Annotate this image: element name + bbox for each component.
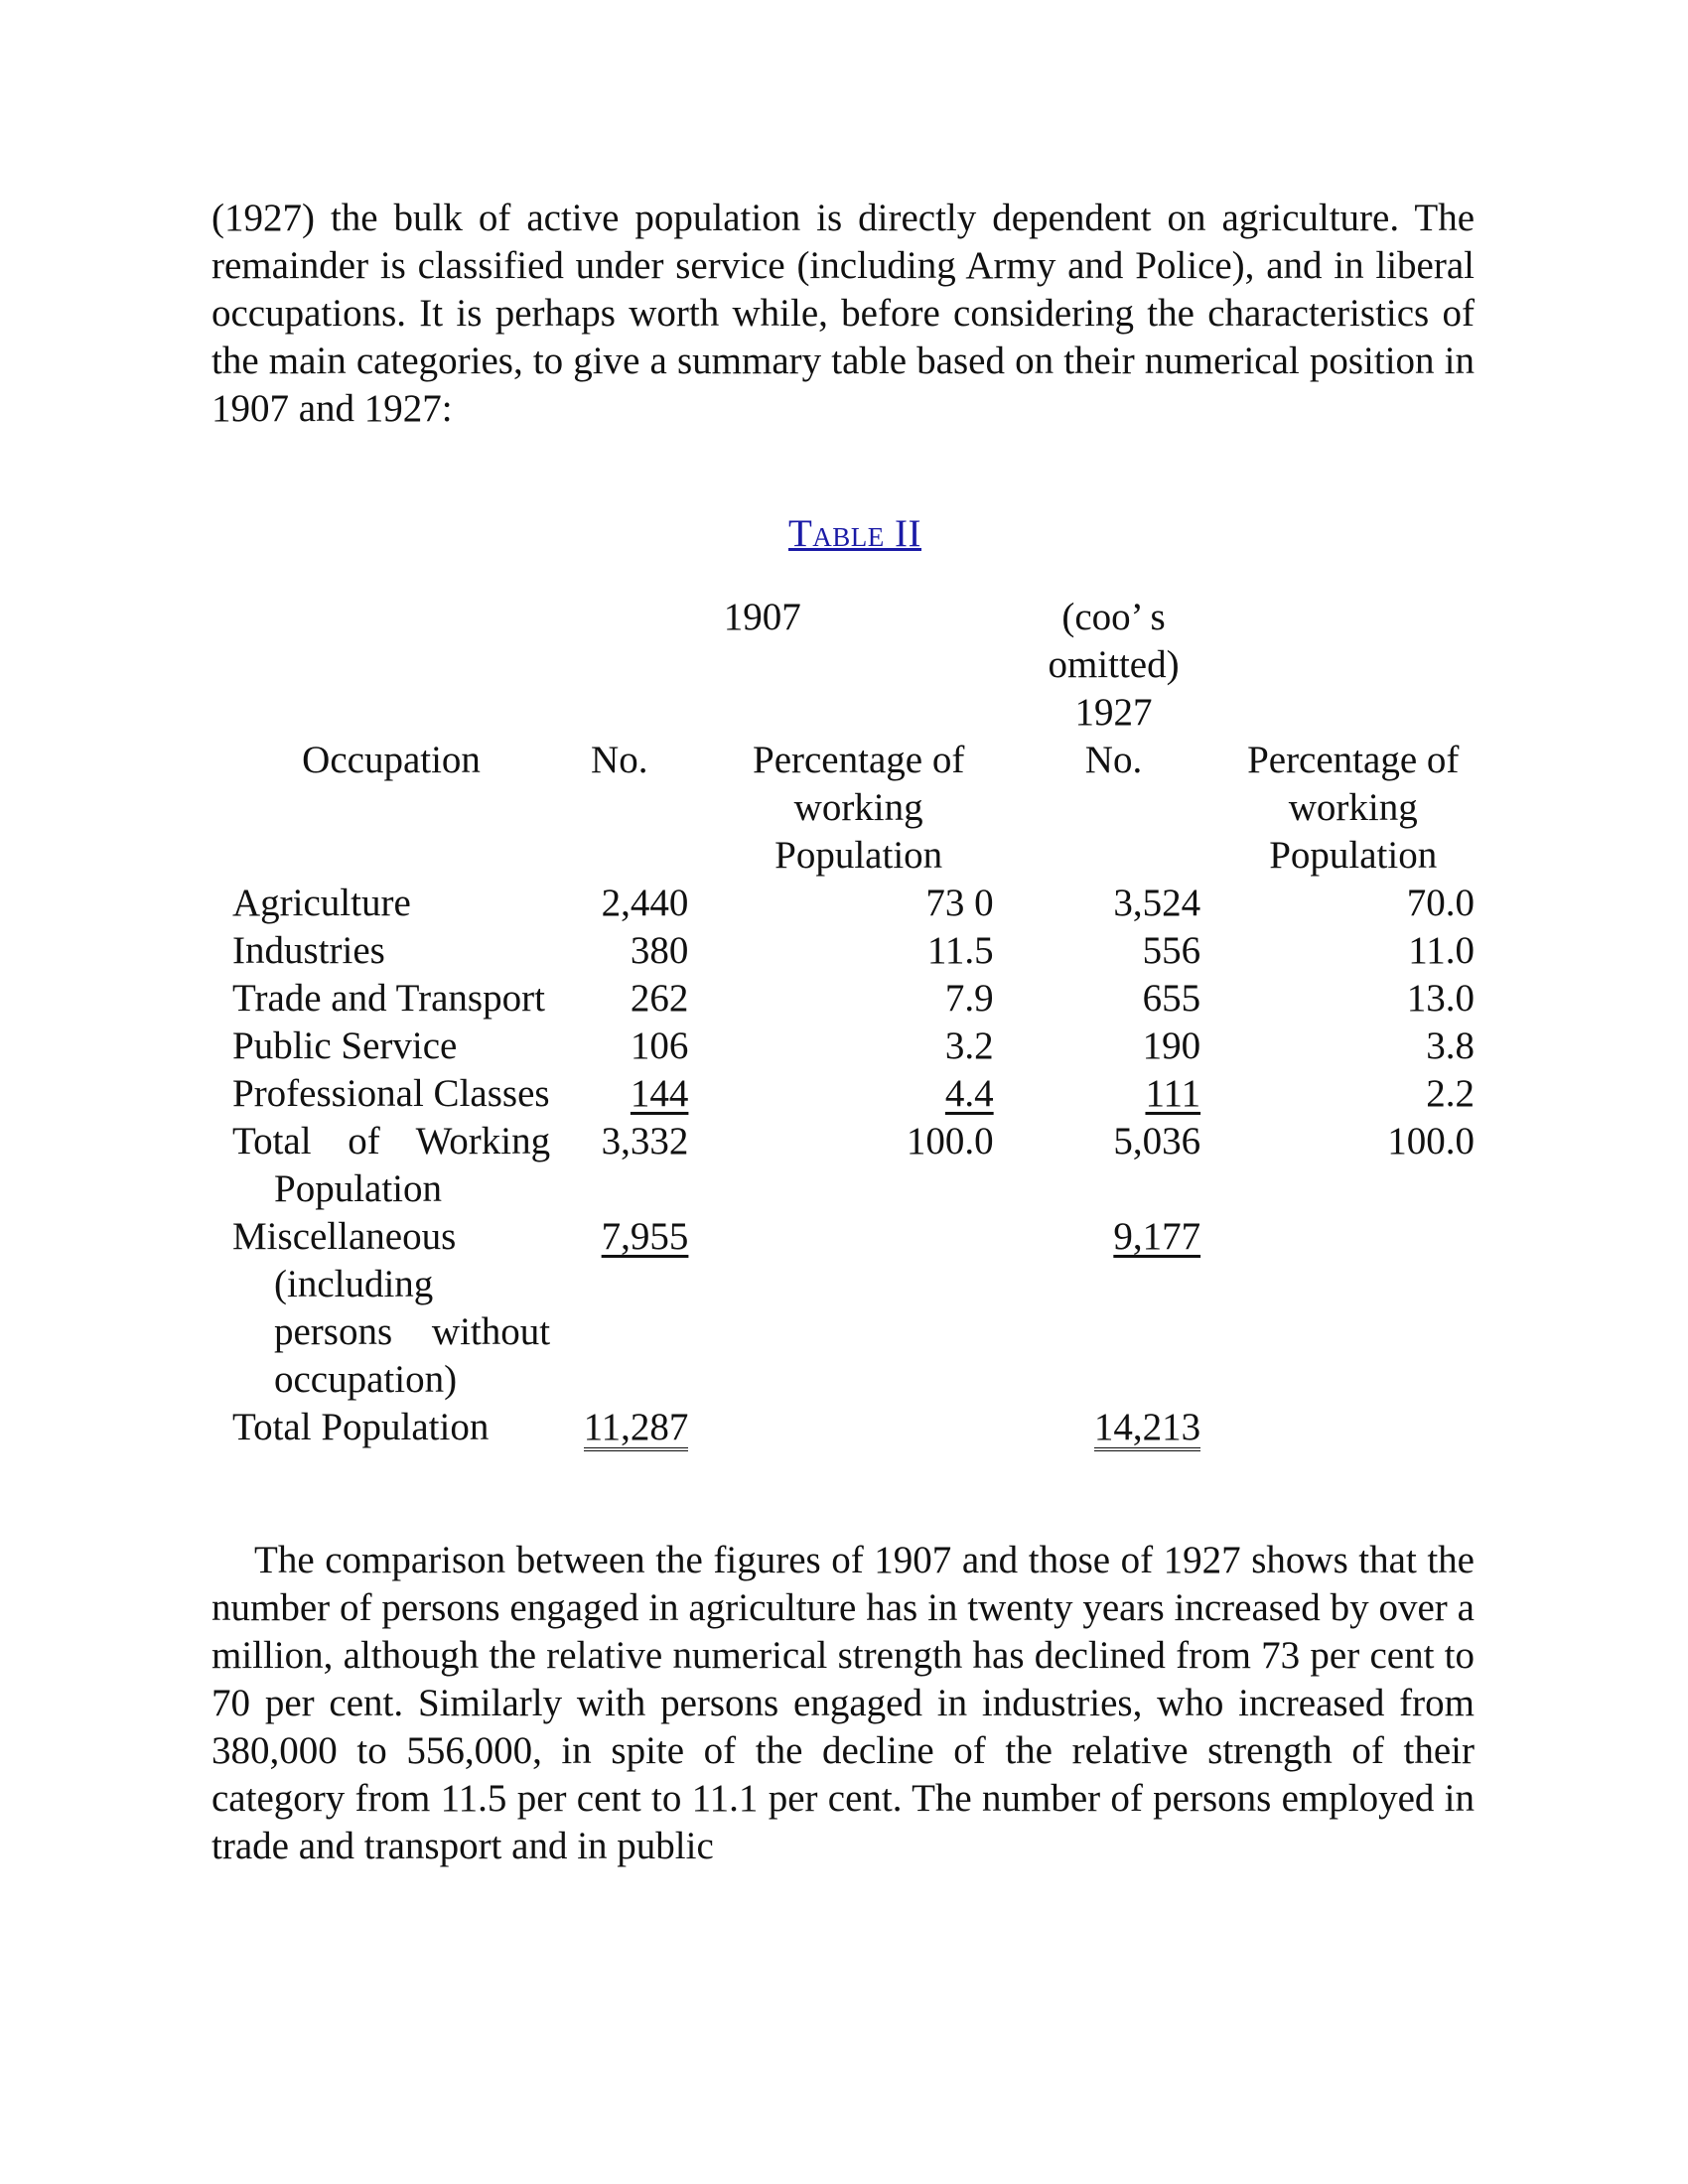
document-page bbox=[211, 195, 1475, 1870]
row-pct-1907: 73 0 bbox=[925, 882, 994, 924]
row-pct-1907: 100.0 bbox=[906, 1120, 994, 1162]
table-row bbox=[232, 880, 1475, 927]
row-no-1907: 11,287 bbox=[550, 1404, 688, 1451]
table-row bbox=[232, 975, 1475, 1023]
row-no-1927: 655 bbox=[1142, 977, 1201, 1020]
row-pct-1907: 11.5 bbox=[926, 929, 994, 972]
row-no-1927: 190 bbox=[1142, 1024, 1201, 1067]
header-no-1927: No. bbox=[1084, 739, 1143, 781]
header-omitted-note: (coo’ s omitted) 1927 bbox=[1027, 594, 1200, 737]
occupation-table bbox=[232, 594, 1475, 1451]
header-year-1907: 1907 bbox=[723, 596, 801, 638]
comparison-paragraph: The comparison between the figures of 1907 and those of 1927 shows that the number of persons engaged in agriculture has in twenty years increased by over a million, although the relative numerical strength has declined from 73 per cent to 70 per cent. Similarly with persons engaged in industries, who increased from 380,000 to 556,000, in spite of the decline of the relative strength of their category from 11.5 per cent to 11.1 per cent. The number of persons employed in trade and transport and in public bbox=[211, 1539, 1475, 1867]
row-pct-1907 bbox=[724, 1404, 994, 1451]
header-row-columns bbox=[232, 737, 1475, 880]
row-no-1907: 144 bbox=[630, 1072, 689, 1115]
row-no-1907: 262 bbox=[630, 977, 689, 1020]
row-pct-1927: 3.8 bbox=[1426, 1024, 1475, 1067]
row-no-1927: 14,213 bbox=[1027, 1404, 1200, 1451]
table-row bbox=[232, 1070, 1475, 1118]
row-pct-1927 bbox=[1231, 1404, 1475, 1451]
row-no-1907: 7,955 bbox=[601, 1215, 689, 1258]
row-no-1907: 106 bbox=[630, 1024, 689, 1067]
row-pct-1927: 13.0 bbox=[1406, 977, 1475, 1020]
row-pct-1927 bbox=[1231, 1213, 1475, 1404]
row-no-1927: 9,177 bbox=[1113, 1215, 1201, 1258]
row-no-1907: 380 bbox=[630, 929, 689, 972]
row-pct-1907: 3.2 bbox=[944, 1024, 994, 1067]
table-row bbox=[232, 1118, 1475, 1213]
row-pct-1907: 7.9 bbox=[944, 977, 994, 1020]
row-occupation: Miscellaneous (including persons without occupation) bbox=[232, 1215, 551, 1401]
row-no-1927: 111 bbox=[1145, 1072, 1201, 1115]
table-row bbox=[232, 1213, 1475, 1404]
row-no-1907: 3,332 bbox=[601, 1120, 689, 1162]
header-pct-1907: Percentage of working Population bbox=[753, 739, 965, 877]
intro-paragraph: (1927) the bulk of active population is directly dependent on agriculture. The remainder is classified under service (including Army and Police), and in liberal occupations. It is perhaps worth while, before considering the characteristics of the main categories, to give a summary table based on their numerical position in 1907 and 1927: bbox=[211, 197, 1475, 430]
header-occupation: Occupation bbox=[302, 739, 481, 781]
row-pct-1907: 4.4 bbox=[944, 1072, 994, 1115]
row-no-1927: 5,036 bbox=[1113, 1120, 1201, 1162]
table-title bbox=[211, 510, 1475, 558]
row-no-1927: 556 bbox=[1142, 929, 1201, 972]
row-occupation: Professional Classes bbox=[232, 1072, 550, 1115]
header-row-years bbox=[232, 594, 1475, 737]
header-no-1907: No. bbox=[591, 739, 648, 781]
row-occupation: Total of Working Population bbox=[232, 1120, 551, 1210]
header-year-1927: 1927 bbox=[1074, 691, 1153, 734]
row-pct-1907 bbox=[724, 1213, 994, 1404]
table-row bbox=[232, 1023, 1475, 1070]
row-no-1907: 2,440 bbox=[601, 882, 689, 924]
row-pct-1927: 11.0 bbox=[1408, 929, 1475, 972]
row-occupation: Industries bbox=[232, 929, 385, 972]
row-occupation: Trade and Transport bbox=[232, 977, 545, 1020]
row-occupation: Agriculture bbox=[232, 882, 411, 924]
row-pct-1927: 2.2 bbox=[1426, 1072, 1475, 1115]
row-occupation: Public Service bbox=[232, 1024, 458, 1067]
row-no-1927: 3,524 bbox=[1113, 882, 1201, 924]
row-occupation: Total Population bbox=[232, 1406, 490, 1448]
table-row bbox=[232, 927, 1475, 975]
row-pct-1927: 70.0 bbox=[1406, 882, 1475, 924]
table-title-link[interactable]: Table II bbox=[787, 512, 922, 555]
row-pct-1927: 100.0 bbox=[1387, 1120, 1475, 1162]
header-pct-1927: Percentage of working Population bbox=[1247, 739, 1460, 877]
table-row bbox=[232, 1404, 1475, 1451]
